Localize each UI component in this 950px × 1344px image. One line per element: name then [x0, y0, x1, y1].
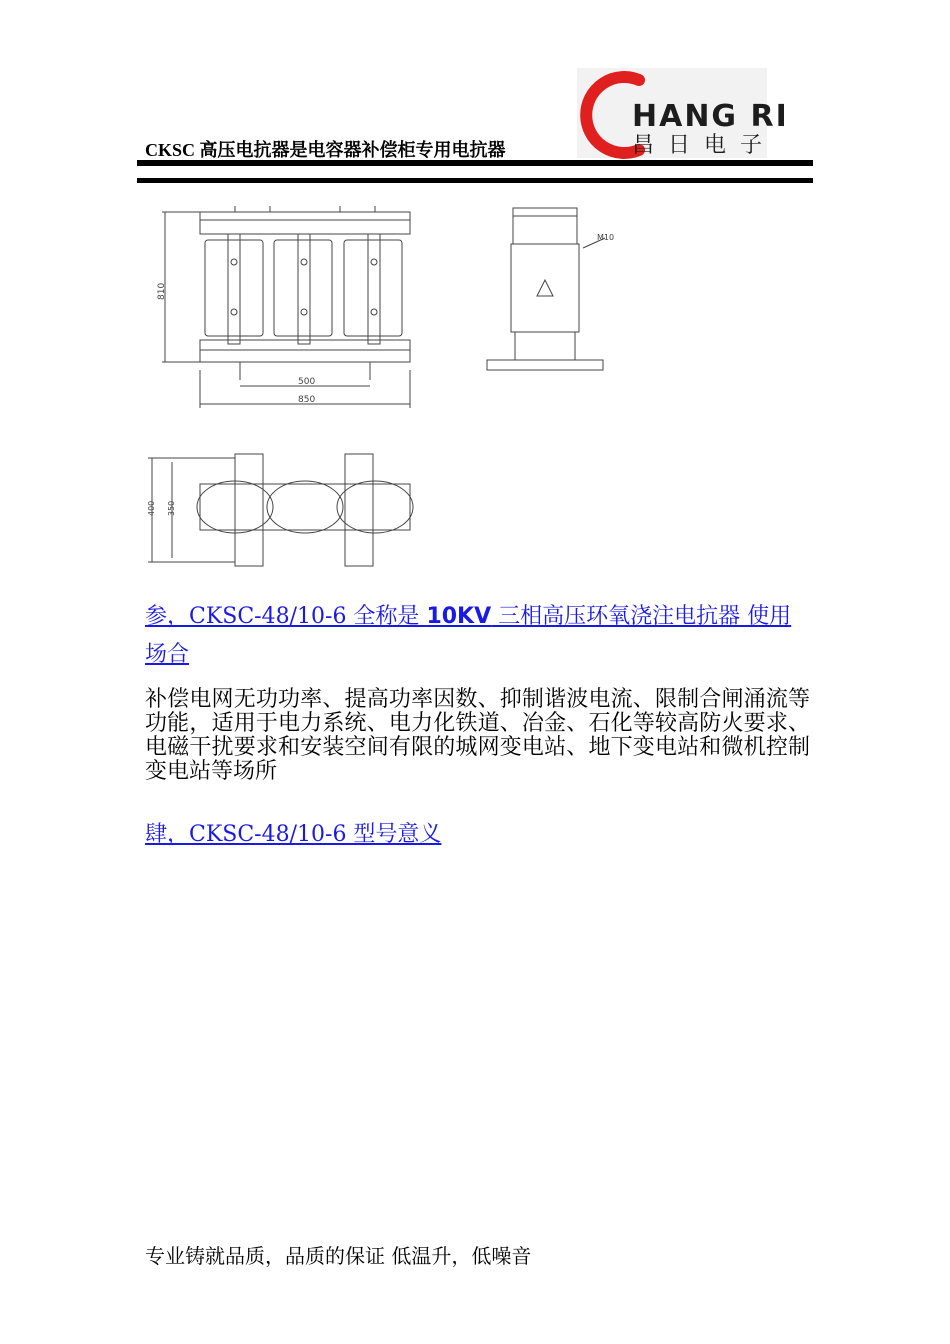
usage-heading-pre: 参，CKSC-48/10-6 全称是: [145, 604, 427, 629]
footer-slogan: 专业铸就品质，品质的保证 低温升，低噪音: [145, 1244, 532, 1268]
front-height-label: 810: [157, 282, 167, 300]
company-logo: [577, 68, 789, 158]
top-outer-label: 400: [147, 500, 156, 516]
header-rule-bottom: [137, 178, 813, 183]
front-outer-width-label: 850: [298, 395, 316, 405]
usage-heading-post: 三相高压环氧浇注电抗器 使用场合: [145, 604, 792, 667]
front-inner-width-label: 500: [298, 377, 316, 387]
svg-text:HANG RI: HANG RI: [632, 99, 789, 134]
usage-heading-kv: 10KV: [426, 604, 492, 629]
side-view-drawing: [485, 200, 615, 380]
front-view-drawing: [150, 200, 420, 412]
section-model-meaning-heading-link[interactable]: 肆，CKSC-48/10-6 型号意义: [145, 822, 442, 847]
top-view-drawing: [140, 450, 420, 570]
page-header-title: CKSC 高压电抗器是电容器补偿柜专用电抗器: [145, 140, 506, 160]
side-callout-label: M10: [597, 233, 615, 242]
header-rule-top: [137, 160, 813, 166]
top-inner-label: 350: [167, 500, 176, 516]
section-usage-heading-link[interactable]: [145, 598, 810, 674]
svg-text:昌日电子: 昌日电子: [632, 133, 777, 158]
usage-description: 补偿电网无功功率、提高功率因数、抑制谐波电流、限制合闸涌流等功能，适用于电力系统、电力化铁道、冶金、石化等较高防火要求、电磁干扰要求和安装空间有限的城网变电站、地下变电站和微机控制变电站等场所: [145, 687, 810, 784]
